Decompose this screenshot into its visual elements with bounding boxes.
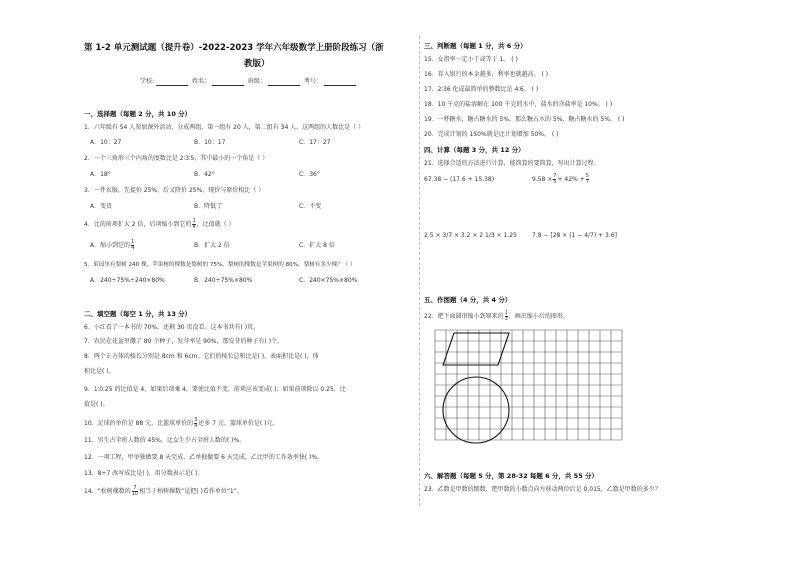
question-2: 2．一个三角形三个内角的度数比是 2∶3∶5，其中最小的一个角是（ ） [84,155,269,162]
student-info-row [140,78,358,86]
q10-frac-den: 4 [194,423,198,429]
parallelogram-shape [443,333,509,365]
class-field[interactable] [268,79,300,86]
q3-option-b: B．降低了 [194,203,223,210]
q3-option-a: A．变贵 [90,203,113,210]
judge-16: 16．存入银行的本金越多，利率也就越高。 ( ) [424,71,549,78]
judge-17: 17．2∶36 化成最简单的整数比是 4∶6。 ( ) [424,86,539,93]
calc-21d: 7.8 − [28 × (1 − 4/7) + 3.6] [532,232,617,239]
question-4 [84,219,235,230]
q2-option-b: B．42° [194,171,215,178]
calc-21-instruction: 21．选择合适的方法进行计算，能简算的要简算，写出计算过程。 [424,160,600,167]
calc-21b-frac1-num: 7 [553,173,557,179]
q14-text-pre: 14．“松树棵数的 [84,488,131,495]
q5-option-b: B．240÷75%×80% [194,277,253,284]
draw-22-frac-den: 3 [504,316,508,322]
section-3-heading: 三、判断题（每题 1 分，共 6 分） [424,42,527,50]
q4-option-a [90,240,135,251]
question-10 [84,418,279,429]
column-divider [419,36,420,506]
q4-option-b: B．扩大 2 倍 [194,242,230,249]
question-7: 7．农民在花盆里撒了 80 个种子，发芽率是 90%，那发芽的种子有( )个。 [84,338,284,345]
q4-text-pre: 4．比的前项扩大 2 倍，后项缩小到它的 [84,221,192,228]
q5-option-a: A．240÷75%÷240×80% [90,277,165,284]
q1-option-b: B．10：17 [194,139,226,146]
school-field[interactable] [156,79,188,86]
draw-22-frac-num: 1 [504,310,508,316]
question-11: 11．男生占全班人数的 45%，比女生少占全班人数的( )%。 [84,437,246,444]
q4-option-c: C．扩大 8 倍 [299,242,335,249]
q1-option-a: A．10：27 [90,139,122,146]
q4-frac-den: 4 [192,224,196,230]
q4-frac-num: 1 [192,218,196,224]
q4-option-a-text: A．缩小到它的 [90,242,131,249]
calc-21b-mid: + 42% + [557,176,585,183]
drawing-grid[interactable] [432,328,626,446]
q14-frac-den: 10 [131,491,139,497]
calc-21b-pre: 9.58 × [532,176,553,183]
q10-text-post: 还多 7 元。篮球单价是( )元。 [198,420,279,427]
q2-option-c: C．36° [299,171,320,178]
q14-fraction [132,486,138,497]
section-4-heading: 四、计算（每题 3 分，共 12 分） [424,146,525,154]
q14-text-post: 相当于柏树棵数”是把( )看作单位“1”。 [139,488,243,495]
q4a-frac-den: 4 [131,245,135,251]
draw-22 [424,311,569,322]
question-6: 6．小红看了一本书的 70%，还剩 30 页没看。这本书共有( )页。 [84,324,260,331]
judge-15: 15．女指率一定小于或等于 1。 ( ) [424,56,518,63]
draw-22-pre: 22．把下面圆形缩小到原来的 [424,313,504,320]
judge-19: 19．一杯糖水，糖占糖水的 5%，那么糖占水的 5%，糖占糖水的 5%。 ( ) [424,116,625,123]
judge-20: 20．完成计划的 150%就是比计划增加 50%。 ( ) [424,131,559,138]
calc-21b-frac2-den: 7 [585,179,589,185]
name-field[interactable] [212,79,244,86]
solve-23: 23．乙数是甲数的倒数，把甲数的小数点向左移动两位后是 0.015，乙数是甲数的多少？ [424,486,661,493]
class-label: 班级： [247,78,266,85]
calc-21b-frac1 [553,174,556,185]
question-8-cont: 积比是( )。 [84,368,115,375]
circle-shape [443,377,509,443]
q10-text-pre: 10．足球的单价是 88 元，比篮球单价的 [84,420,194,427]
calc-21b-frac2 [586,174,589,185]
calc-21b-frac2-num: 5 [585,173,589,179]
q1-option-c: C．17：27 [299,139,331,146]
calc-21b [532,174,590,185]
calc-21a: 67.38 − (17.6 + 15.38) [424,176,495,183]
question-3: 3．一件衣服，先提价 25%，后又降价 25%，现价与原价相比（ ） [84,187,265,194]
draw-22-fraction [505,311,508,322]
q4-option-a-fraction [131,240,134,251]
question-9-cont: 值是( )。 [84,401,109,408]
draw-22-post: ，画出缩小后的图形。 [508,313,569,320]
calc-21c: 2.5 × 3/7 × 3.2 × 2 1/3 × 1.25 [424,232,517,239]
question-8: 8．两个正方体的棱长分别是 8cm 和 6cm。它们的棱长总和比是( )，表面积比是( )，体 [84,353,319,360]
q2-option-a: A．18° [90,171,111,178]
q4a-frac-num: 1 [131,239,135,245]
page-title-cont: 教版） [244,59,270,69]
question-12: 12．一项工程，甲单独做要 8 天完成，乙单独做要 6 天完成，乙比甲的工作效率快( )%。 [84,454,324,461]
id-field[interactable] [324,79,356,86]
section-5-heading: 五、作图题（4 分，共 4 分） [424,296,512,304]
school-label: 学校: [140,78,155,85]
q3-option-c: C．不变 [299,203,322,210]
section-2-heading: 二、填空题（每空 1 分，共 13 分） [84,310,192,318]
id-label: 考号： [303,78,322,85]
q4-fraction [192,219,195,230]
q5-option-c: C．240×75%×80% [299,277,358,284]
question-1: 1．六年级有 54 人参加课外活动，分成两组，第一组有 20 人，第二组有 34 人，这两组的人数比是（ ） [84,124,365,131]
calc-21b-frac1-den: 5 [553,179,557,185]
question-14 [84,486,243,497]
name-label: 姓名： [191,78,210,85]
section-6-heading: 六、解答题（每题 5 分，第 28-32 每题 6 分，共 55 分） [424,472,598,480]
q4-text-post: ，比值就（ ） [196,221,235,228]
question-13: 13．8÷7 改写成比是( )，用分数表示是( )。 [84,470,204,477]
question-9: 9．1∶0.25 的比值是 4，如果后项乘 4，要使比值不变，前项应该变成( )；如果前项除以 0.25，比 [84,386,346,393]
judge-18: 18．10 千克的盐溶解在 100 千克的水中，盐水的含盐率是 10%。 ( ) [424,101,613,108]
q10-fraction [194,418,197,429]
page-title: 第 1-2 单元测试题（提升卷）-2022-2023 学年六年级数学上册阶段练习（浙 [84,43,384,53]
q14-frac-num: 7 [133,485,137,491]
question-5: 5．果园里有梨树 240 棵，苹果树的棵数是梨树的 75%，梨树的棵数是苹果树的 80%，梨树有多少棵？（ ） [84,262,356,268]
section-1-heading: 一、选择题（每题 2 分，共 10 分） [84,110,192,118]
q10-frac-num: 3 [194,417,198,423]
